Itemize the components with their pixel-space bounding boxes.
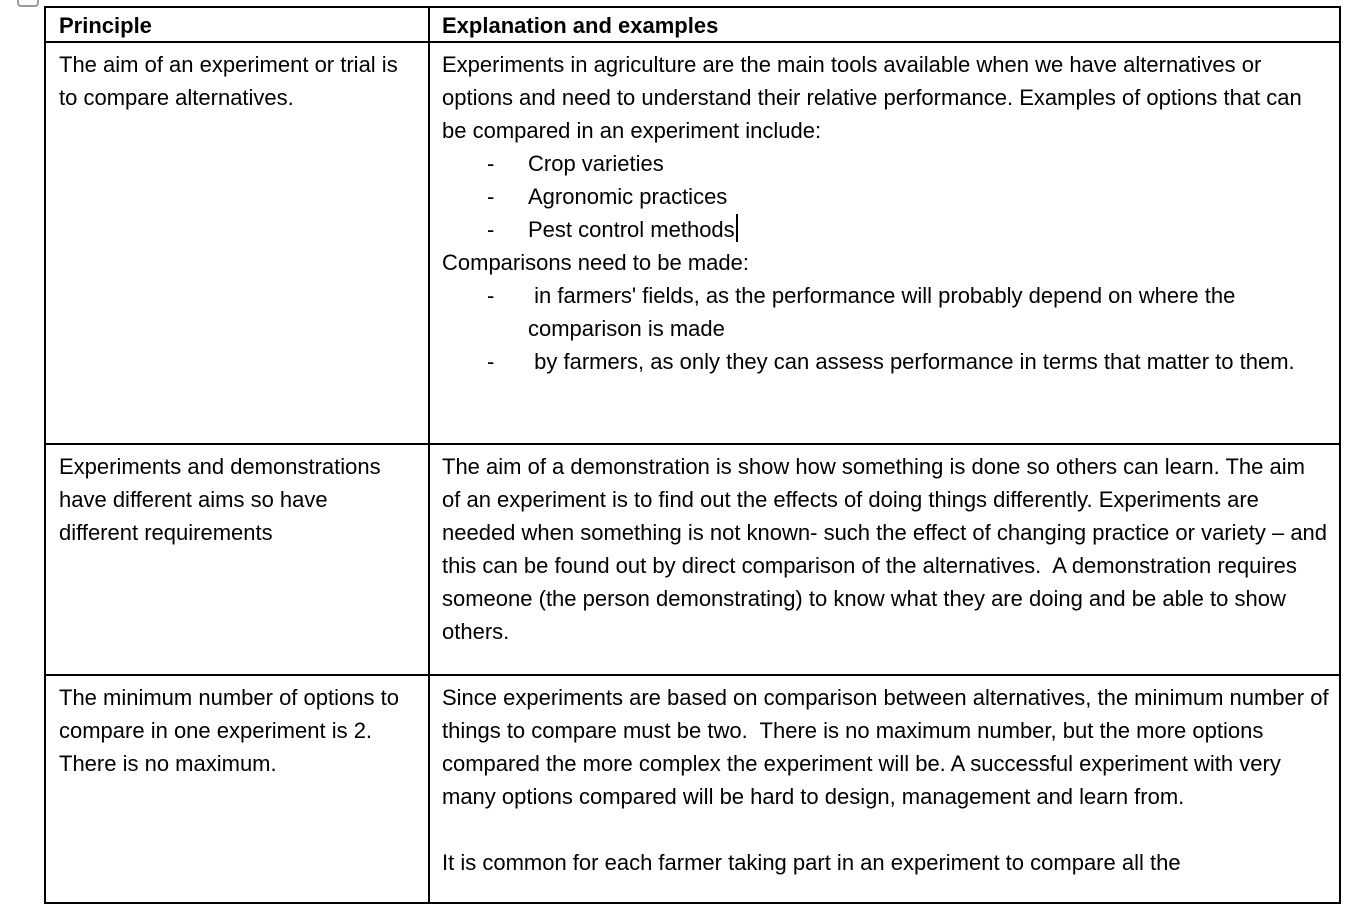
principles-table <box>44 6 1341 904</box>
option-pest-control-text: Pest control methods <box>528 217 735 242</box>
header-explanation-label: Explanation and examples <box>442 13 719 38</box>
row2-principle-text: Experiments and demonstrations have different aims so have different requirements <box>59 454 387 545</box>
row3-principle-text: The minimum number of options to compare in one experiment is 2. There is no maximum. <box>59 685 406 776</box>
bullet-dash: - <box>487 151 495 176</box>
header-principle-label: Principle <box>59 13 152 38</box>
row1-principle-cell[interactable] <box>46 43 430 445</box>
row1-comparisons-intro: Comparisons need to be made: <box>442 250 749 275</box>
list-item <box>487 279 1329 345</box>
row1-explanation-intro: Experiments in agriculture are the main tools available when we have alternatives or options and need to understand their relative performance. Examples of options that can be compared in an experiment include: <box>442 52 1308 143</box>
row1-explanation-cell[interactable] <box>430 43 1339 445</box>
row2-principle-cell[interactable] <box>46 445 430 676</box>
row3-explanation-cell[interactable] <box>430 676 1339 904</box>
option-agronomic-practices: Agronomic practices <box>528 184 728 209</box>
table-move-handle-icon[interactable] <box>17 0 39 7</box>
list-item <box>487 147 1329 180</box>
option-pest-control <box>528 213 1329 246</box>
text-cursor <box>736 214 738 242</box>
row1-principle-text: The aim of an experiment or trial is to compare alternatives. <box>59 52 404 110</box>
row2-explanation-text: The aim of a demonstration is show how something is done so others can learn. The aim of an experiment is to find out the effects of doing things differently. Experiments are needed when something is not known- such the effect of changing practice or variety – and this can be found out by direct comparison of the alternatives. A demonstration requires someone (the person demonstrating) to know what they are doing and be able to show others. <box>442 454 1334 644</box>
option-crop-varieties: Crop varieties <box>528 151 664 176</box>
list-item <box>487 345 1329 378</box>
bullet-dash: - <box>487 217 495 242</box>
list-item <box>487 213 1329 246</box>
bullet-dash: - <box>487 349 495 374</box>
comparison-by-farmers: by farmers, as only they can assess performance in terms that matter to them. <box>528 349 1295 374</box>
row2-explanation-cell[interactable] <box>430 445 1339 676</box>
header-cell-explanation[interactable] <box>430 8 1339 43</box>
list-item <box>487 180 1329 213</box>
row3-principle-cell[interactable] <box>46 676 430 904</box>
bullet-dash: - <box>487 184 495 209</box>
header-cell-principle[interactable] <box>46 8 430 43</box>
row3-explanation-paragraph1: Since experiments are based on comparison between alternatives, the minimum number of things to compare must be two. There is no maximum number, but the more options compared the more complex the experiment will be. A successful experiment with very many options compared will be hard to design, management and learn from. <box>442 685 1335 809</box>
row3-explanation-paragraph2: It is common for each farmer taking part in an experiment to compare all the <box>442 850 1181 875</box>
comparison-in-fields: in farmers' fields, as the performance will probably depend on where the comparison is made <box>528 283 1242 341</box>
bullet-dash: - <box>487 283 495 308</box>
